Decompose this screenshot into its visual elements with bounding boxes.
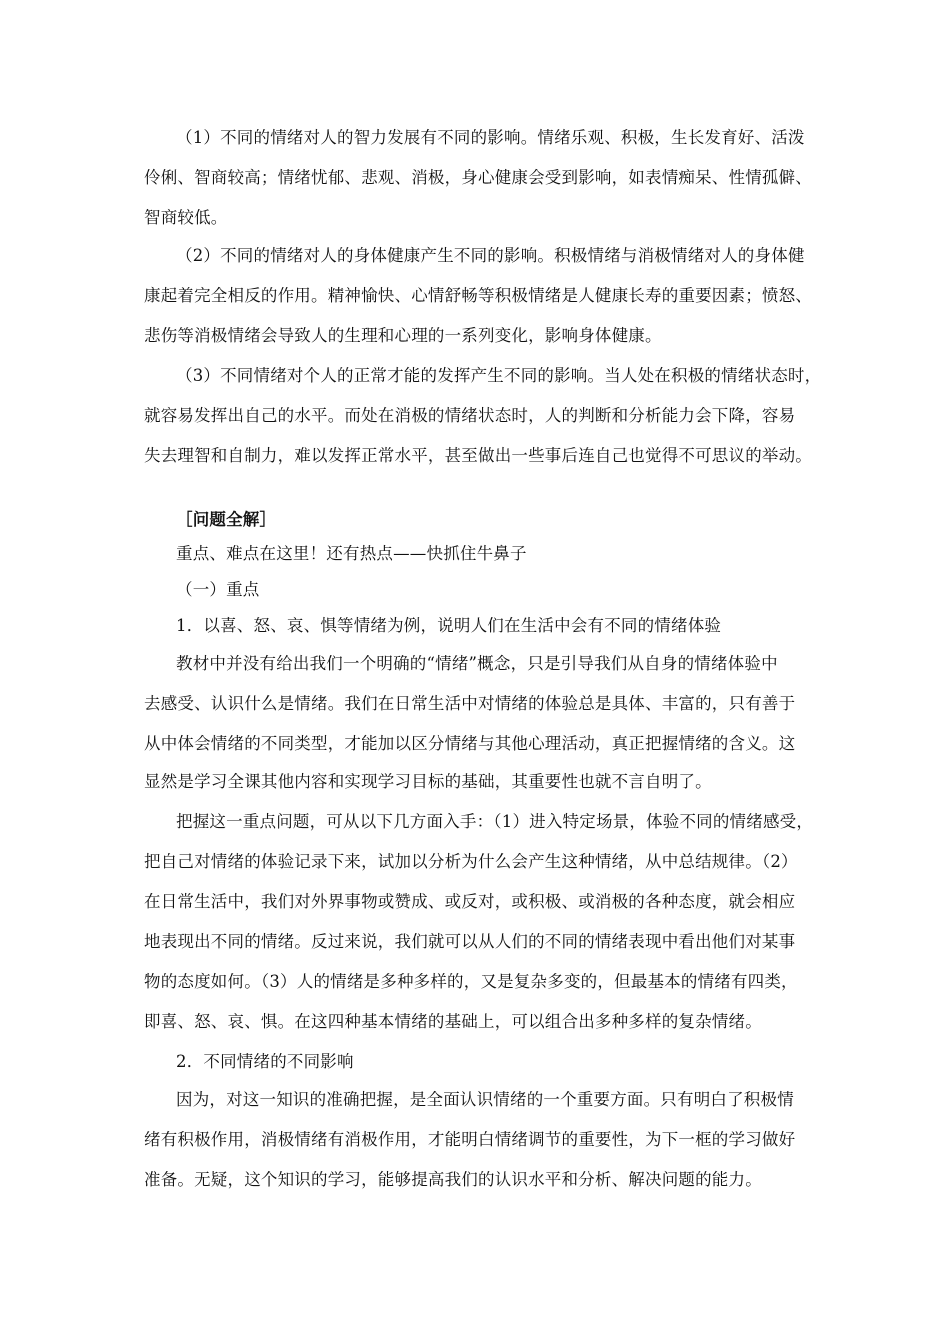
paragraph-2-line-3: 悲伤等消极情绪会导致人的生理和心理的一系列变化，影响身体健康。 <box>144 326 662 345</box>
item-1-title: 1．以喜、怒、哀、惧等情绪为例，说明人们在生活中会有不同的情绪体验 <box>176 616 722 635</box>
item-2-paragraph-1-line-3: 准备。无疑，这个知识的学习，能够提高我们的认识水平和分析、解决问题的能力。 <box>144 1170 762 1189</box>
paragraph-1-line-1: （1）不同的情绪对人的智力发展有不同的影响。情绪乐观、积极，生长发育好、活泼 <box>176 128 805 147</box>
paragraph-3-line-2: 就容易发挥出自己的水平。而处在消极的情绪状态时，人的判断和分析能力会下降，容易 <box>144 406 796 425</box>
item-2-paragraph-1-line-1: 因为，对这一知识的准确把握，是全面认识情绪的一个重要方面。只有明白了积极情 <box>176 1090 794 1109</box>
section-subtitle: 重点、难点在这里！还有热点——快抓住牛鼻子 <box>176 544 527 563</box>
item-1-paragraph-1-line-1: 教材中并没有给出我们一个明确的“情绪”概念，只是引导我们从自身的情绪体验中 <box>176 654 778 673</box>
item-1-paragraph-2-line-4: 地表现出不同的情绪。反过来说，我们就可以从人们的不同的情绪表现中看出他们对某事 <box>144 932 796 951</box>
paragraph-1-line-2: 伶俐、智商较高；情绪忧郁、悲观、消极，身心健康会受到影响，如表情痴呆、性情孤僻、 <box>144 168 812 187</box>
item-1-paragraph-1-line-3: 从中体会情绪的不同类型，才能加以区分情绪与其他心理活动，真正把握情绪的含义。这 <box>144 734 796 753</box>
part-label: （一）重点 <box>176 580 260 599</box>
paragraph-3-line-1: （3）不同情绪对个人的正常才能的发挥产生不同的影响。当人处在积极的情绪状态时， <box>176 366 822 385</box>
item-1-paragraph-1-line-4: 显然是学习全课其他内容和实现学习目标的基础，其重要性也就不言自明了。 <box>144 772 712 791</box>
item-1-paragraph-2-line-1: 把握这一重点问题，可从以下几方面入手：（1）进入特定场景，体验不同的情绪感受， <box>176 812 814 831</box>
item-1-paragraph-1-line-2: 去感受、认识什么是情绪。我们在日常生活中对情绪的体验总是具体、丰富的，只有善于 <box>144 694 796 713</box>
paragraph-3-line-3: 失去理智和自制力，难以发挥正常水平，甚至做出一些事后连自己也觉得不可思议的举动。 <box>144 446 812 465</box>
item-1-paragraph-2-line-5: 物的态度如何。（3）人的情绪是多种多样的，又是复杂多变的，但最基本的情绪有四类， <box>144 972 798 991</box>
item-2-title: 2．不同情绪的不同影响 <box>176 1052 354 1071</box>
paragraph-1-line-3: 智商较低。 <box>144 208 228 227</box>
item-1-paragraph-2-line-2: 把自己对情绪的体验记录下来，试加以分析为什么会产生这种情绪，从中总结规律。（2） <box>144 852 798 871</box>
item-2-paragraph-1-line-2: 绪有积极作用，消极情绪有消极作用，才能明白情绪调节的重要性，为下一框的学习做好 <box>144 1130 796 1149</box>
section-heading: ［问题全解］ <box>176 510 277 529</box>
item-1-paragraph-2-line-3: 在日常生活中，我们对外界事物或赞成、或反对，或积极、或消极的各种态度，就会相应 <box>144 892 796 911</box>
paragraph-2-line-2: 康起着完全相反的作用。精神愉快、心情舒畅等积极情绪是人健康长寿的重要因素；愤怒、 <box>144 286 812 305</box>
paragraph-2-line-1: （2）不同的情绪对人的身体健康产生不同的影响。积极情绪与消极情绪对人的身体健 <box>176 246 805 265</box>
item-1-paragraph-2-line-6: 即喜、怒、哀、惧。在这四种基本情绪的基础上，可以组合出多种多样的复杂情绪。 <box>144 1012 762 1031</box>
